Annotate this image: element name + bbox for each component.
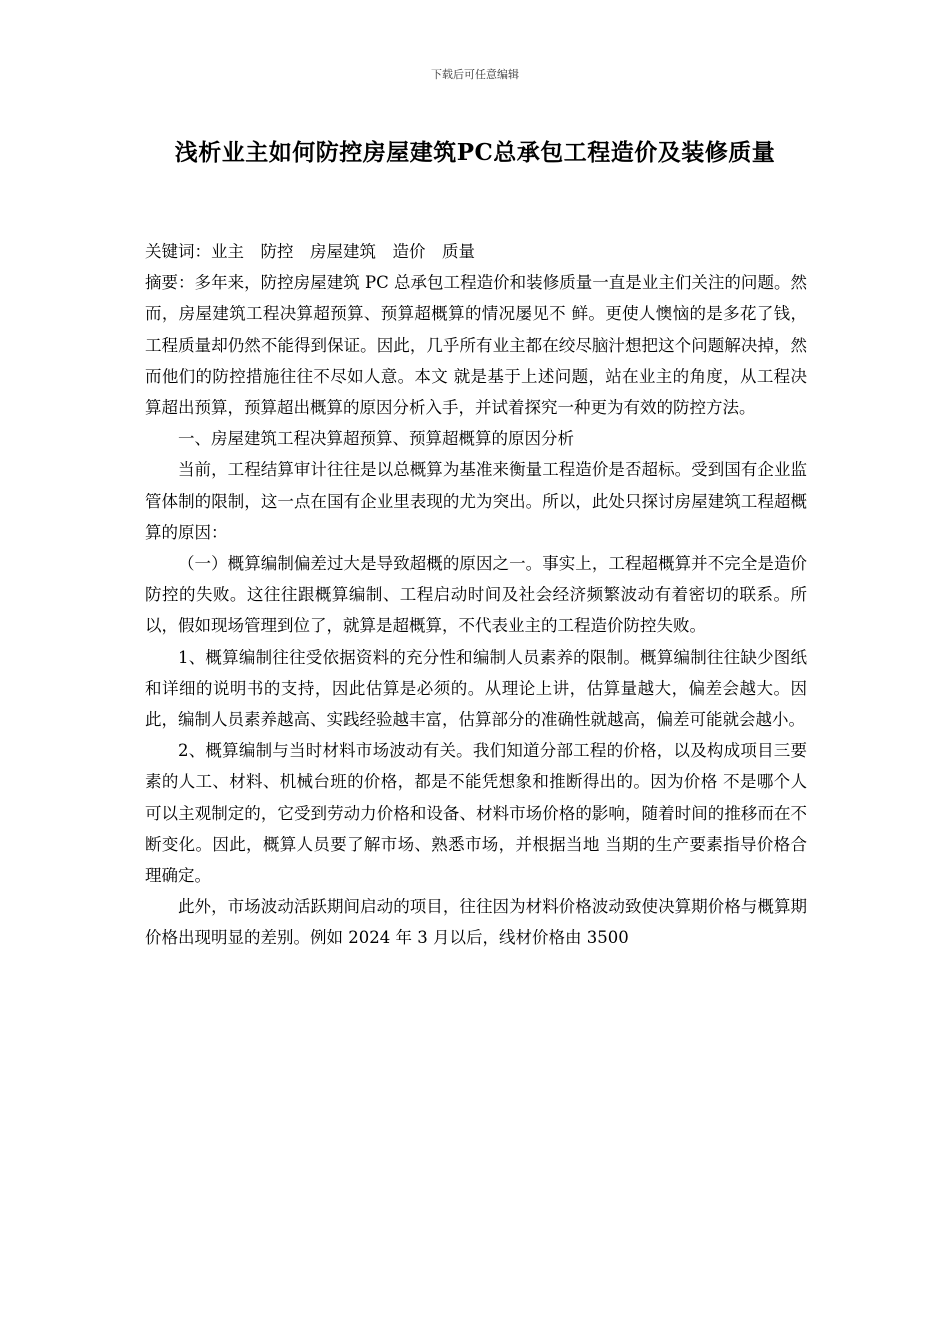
body-paragraph-1: 当前，工程结算审计往往是以总概算为基准来衡量工程造价是否超标。受到国有企业监管体制的限制，这一点在国有企业里表现的尤为突出。所以，此处只探讨房屋建筑工程超概算的原因： — [145, 460, 807, 542]
section-heading: 一、房屋建筑工程决算超预算、预算超概算的原因分析 — [178, 429, 574, 449]
body-paragraph-4: 2、概算编制与当时材料市场波动有关。我们知道分部工程的价格，以及构成项目三要素的人工、材料、机械台班的价格，都是不能凭想象和推断得出的。因为价格 不是哪个人可以主观制定的，它受到劳动力价格和设备、材料市场价格的影响，随着时间的推移而在不断变化。因此，概算人员要了解市场、熟悉市场，并根据当地 当期的生产要素指导价格合理确定。 — [145, 741, 807, 886]
abstract-paragraph: 摘要：多年来，防控房屋建筑 PC 总承包工程造价和装修质量一直是业主们关注的问题。然而，房屋建筑工程决算超预算、预算超概算的情况屡见不 鲜。更使人懊恼的是多花了钱，工程质量却仍然不能得到保证。因此，几乎所有业主都在绞尽脑汁想把这个问题解决掉，然而他们的防控措施往往不尽如人意。本文 就是基于上述问题，站在业主的角度，从工程决算超出预算，预算超出概算的原因分析入手，并试着探究一种更为有效的防控方法。 — [145, 273, 807, 418]
body-paragraph-5: 此外，市场波动活跃期间启动的项目，往往因为材料价格波动致使决算期价格与概算期价格出现明显的差别。例如 2024 年 3 月以后，线材价格由 3500 — [145, 897, 807, 948]
document-body — [145, 236, 807, 954]
body-paragraph-3: 1、概算编制往往受依据资料的充分性和编制人员素养的限制。概算编制往往缺少图纸和详细的说明书的支持，因此估算是必须的。从理论上讲，估算量越大，偏差会越大。因此，编制人员素养越高、实践经验越丰富，估算部分的准确性就越高，偏差可能就会越小。 — [145, 647, 807, 730]
body-paragraph-2: （一）概算编制偏差过大是导致超概的原因之一。事实上，工程超概算并不完全是造价防控的失败。这往往跟概算编制、工程启动时间及社会经济频繁波动有着密切的联系。所以，假如现场管理到位了，就算是超概算，不代表业主的工程造价防控失败。 — [145, 554, 807, 636]
document-title: 浅析业主如何防控房屋建筑PC总承包工程造价及装修质量 — [174, 139, 776, 166]
keywords-line: 关键词：业主 防控 房屋建筑 造价 质量 — [145, 242, 475, 261]
header-note: 下载后可任意编辑 — [431, 68, 519, 81]
